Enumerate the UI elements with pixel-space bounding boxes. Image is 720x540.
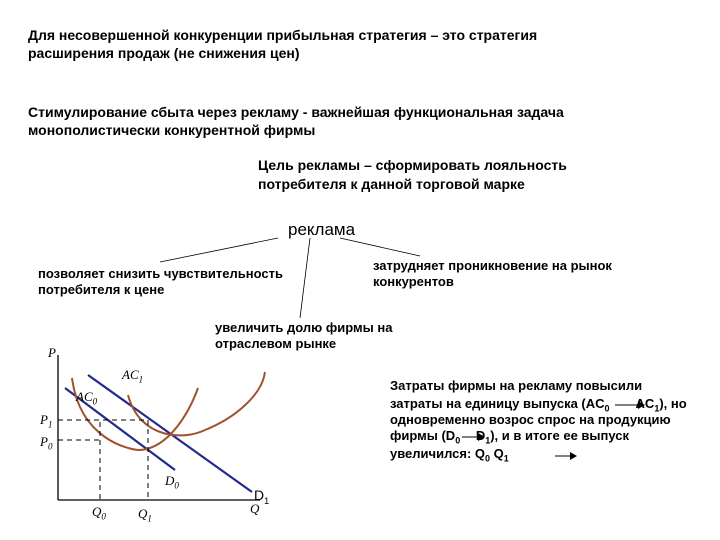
ac0-label: $AC_0$ <box>76 389 98 407</box>
y-axis-label: P <box>48 345 56 360</box>
goal-line-1: Цель рекламы – сформировать лояльность <box>258 157 567 173</box>
q0-label: $Q_0$ <box>92 504 106 522</box>
heading-line-1: Для несовершенной конкуренции прибыльная стратегия – это стратегия <box>28 27 538 43</box>
right-effect-line-1: затрудняет проникновение на рынок <box>373 258 612 273</box>
d1-label: $D_1$ <box>254 487 270 506</box>
right-effect-line-2: конкурентов <box>373 274 454 289</box>
conclusion-line-5: увеличился: $Q_0$ $Q_1$ <box>390 446 509 464</box>
d0-label: $D_0$ <box>165 473 179 491</box>
middle-effect-line-2: отраслевом рынке <box>215 336 337 351</box>
conclusion-line-2: затраты на единицу выпуска ($AC_0$ $AC_1$), но <box>390 396 687 414</box>
arrow-to-right-effect <box>340 238 420 256</box>
statement-line-1: Стимулирование сбыта через рекламу - важнейшая функциональная задача <box>28 104 564 120</box>
conclusion-line-4: фирмы ($D_0$ $D_1$), и в итоге ее выпуск <box>390 428 630 446</box>
q-arrow-head <box>570 452 577 460</box>
p1-label: $P_1$ <box>40 412 53 430</box>
p0-label: $P_0$ <box>40 434 53 452</box>
x-axis-label: Q <box>250 501 260 516</box>
q1-label: $Q_1$ <box>138 506 152 524</box>
left-effect-line-1: позволяет снизить чувствительность <box>38 266 283 281</box>
statement-line-2: монополистически конкурентной фирмы <box>28 122 316 138</box>
arrow-to-left-effect <box>160 238 278 262</box>
goal-line-2: потребителя к данной торговой марке <box>258 176 525 192</box>
conclusion-line-3: одновременно возрос спрос на продукцию <box>390 412 671 427</box>
ac1-label: $AC_1$ <box>122 367 144 385</box>
left-effect-line-2: потребителя к цене <box>38 282 165 297</box>
arrow-to-middle-effect <box>300 238 310 318</box>
middle-effect-line-1: увеличить долю фирмы на <box>215 320 393 335</box>
center-word: реклама <box>288 220 356 239</box>
conclusion-line-1: Затраты фирмы на рекламу повысили <box>390 378 643 393</box>
heading-line-2: расширения продаж (не снижения цен) <box>28 45 300 61</box>
ac1-curve <box>128 372 265 435</box>
